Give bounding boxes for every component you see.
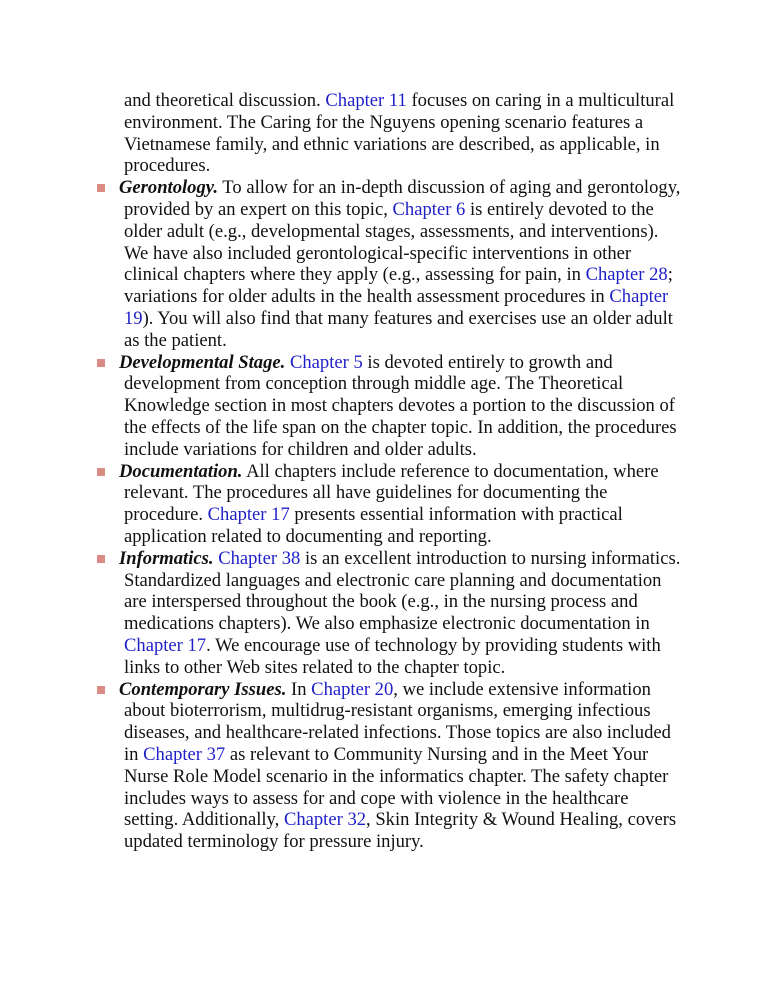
body-text: focuses on caring in a multicultural environment. The Caring for the Nguyens opening scenario features a Vietnamese family, and ethnic variations are described, as applicable, in procedures. (124, 90, 675, 177)
body-text: , Skin Integrity & Wound Healing, covers updated terminology for pressure injury. (124, 809, 677, 853)
list-item-term: Contemporary Issues. (119, 678, 287, 700)
body-text: ; variations for older adults in the health assessment procedures in (124, 264, 673, 308)
body-text: ). You will also find that many features and exercises use an older adult as the patient. (124, 307, 673, 351)
intro-paragraph (124, 90, 684, 177)
chapter-link[interactable]: Chapter 11 (325, 90, 407, 111)
list-item (119, 547, 684, 679)
body-text: as relevant to Community Nursing and in the Meet Your Nurse Role Model scenario in the informatics chapter. The safety chapter includes ways to assess for and cope with violence in the healthcare setting. Additionally, (124, 743, 669, 831)
square-bullet-icon (97, 555, 105, 563)
list-item (119, 351, 684, 461)
body-text: presents essential information with practical application related to documenting and reporting. (124, 504, 623, 547)
list-item-term: Developmental Stage. (119, 351, 286, 373)
list-item-text (119, 351, 684, 461)
list-item-text (119, 547, 684, 679)
body-text: To allow for an in-depth discussion of aging and gerontology, provided by an expert on this topic, (124, 177, 681, 220)
list-item-term: Gerontology. (119, 177, 218, 199)
chapter-link[interactable]: Chapter 17 (207, 504, 290, 526)
list-item (119, 678, 684, 853)
list-item (119, 460, 684, 548)
square-bullet-icon (97, 686, 105, 694)
body-text: is an excellent introduction to nursing informatics. Standardized languages and electronic care planning and documentation are interspersed throughout the book (e.g., in the nursing process and medications chapters). We also emphasize electronic documentation in (124, 547, 681, 635)
square-bullet-icon (97, 184, 105, 192)
chapter-link[interactable]: Chapter 6 (392, 198, 466, 220)
body-text: , we include extensive information about bioterrorism, multidrug-resistant organisms, emerging infectious diseases, and healthcare-related infections. Those topics are also included in (124, 678, 671, 765)
chapter-link[interactable]: Chapter 17 (124, 634, 207, 656)
chapter-link[interactable]: Chapter 38 (218, 547, 301, 569)
feature-list (119, 177, 684, 853)
list-item-term: Documentation. (119, 460, 243, 482)
chapter-link[interactable]: Chapter 5 (289, 351, 363, 373)
list-item (119, 177, 684, 351)
square-bullet-icon (97, 468, 105, 476)
list-item-text (119, 460, 684, 548)
chapter-link[interactable]: Chapter 37 (143, 743, 226, 765)
chapter-link[interactable]: Chapter 28 (585, 264, 668, 286)
list-item-text (119, 678, 684, 853)
list-item-term: Informatics. (119, 547, 214, 569)
list-item-text (119, 177, 684, 351)
chapter-link[interactable]: Chapter 20 (311, 678, 394, 700)
body-text: is entirely devoted to the older adult (e.g., developmental stages, assessments, and interventions). We have also included gerontological-specific interventions in other clinical chapters where they apply (e.g., assessing for pain, in (124, 198, 659, 286)
body-text: is devoted entirely to growth and development from conception through middle age. The Theoretical Knowledge section in most chapters devotes a portion to the discussion of the effects of the life span on the chapter topic. In addition, the procedures include variations for children and older adults. (124, 351, 677, 460)
page-content (119, 90, 684, 853)
body-text: . We encourage use of technology by providing students with links to other Web sites related to the chapter topic. (124, 634, 661, 678)
chapter-link[interactable]: Chapter 19 (124, 286, 669, 329)
body-text: and theoretical discussion. (124, 90, 326, 111)
chapter-link[interactable]: Chapter 32 (283, 809, 367, 831)
body-text: In (286, 678, 312, 700)
body-text: All chapters include reference to documentation, where relevant. The procedures all have guidelines for documenting the procedure. (124, 460, 659, 526)
square-bullet-icon (97, 359, 105, 367)
